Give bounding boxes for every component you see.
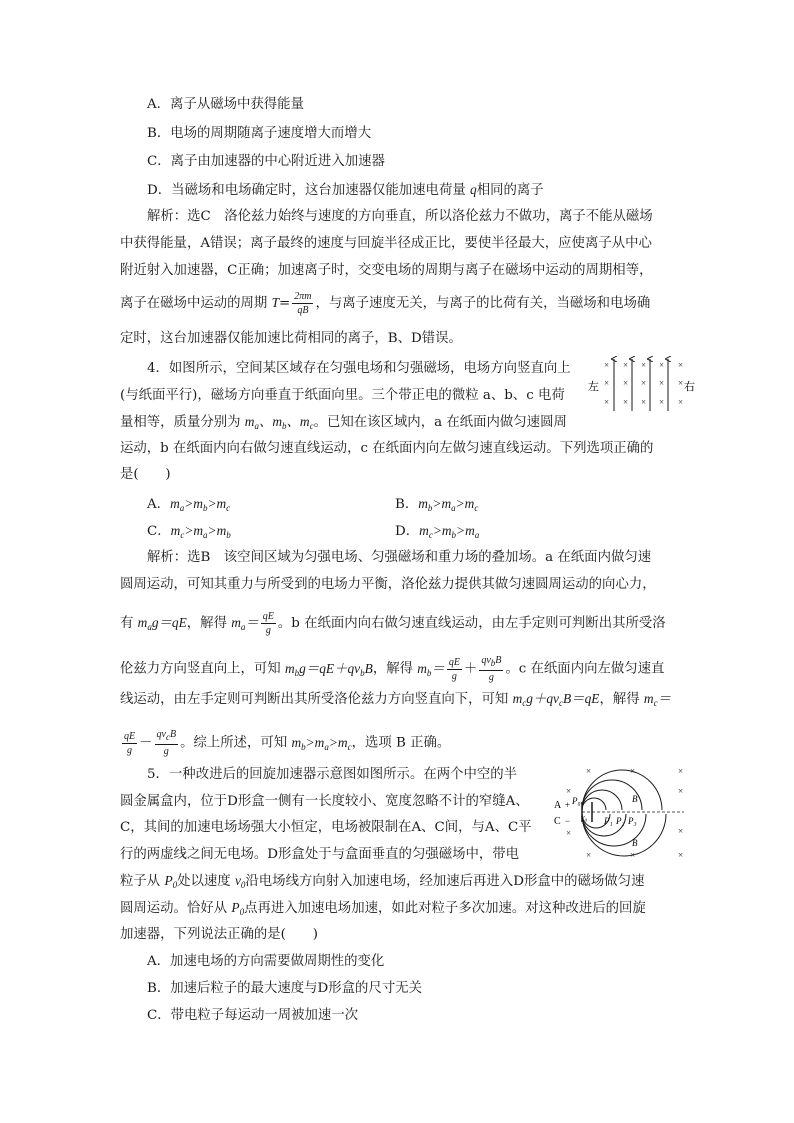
cross-mark: × [659,378,665,388]
q3-option-d-q: q [469,182,477,197]
cross-mark: × [678,397,684,407]
q4-option-a-label: A． [147,497,171,512]
q3-analysis-line-2: 中获得能量，A错误；离子最终的速度与回旋半径成正比，要使半径最大，应使离子从中心 [120,236,652,251]
point-p0: $P_0$ [164,873,178,890]
q4-stem-line-4: 运动，b 在纸面内向右做匀速直线运动，c 在纸面内向左做匀速直线运动。下列选项正确的 [120,441,654,456]
q3-analysis-line-5: 定时，这台加速器仅能加速比荷相同的离子，B、D错误。 [120,331,462,346]
q4-option-c-label: C． [147,524,171,539]
equation-a-mass: $m_a=$ [231,615,259,632]
cross-mark: × [623,360,629,370]
q4-option-b-label: B． [395,497,419,512]
right-label: 右 [684,381,695,393]
q3-analysis-line-3: 附近射入加速器，C正确；加速离子时，交变电场的周期与离子在磁场中运动的周期相等， [120,263,653,278]
fraction-qe-over-g: $\frac{qE}{g}$ [262,611,274,636]
q5-stem-line-7: 加速器，下列说法正确的是( ) [120,927,318,942]
period-fraction-denominator: qB [297,305,309,316]
cross-mark: × [630,850,636,860]
equation-b-mass: $m_b=$ [417,660,445,678]
q3-analysis-line-4-pre: 离子在磁场中运动的周期 [120,296,272,311]
q4-analysis-line-4-mid: ，解得 [372,661,418,677]
label-p3: P₃ [628,816,637,826]
q4-stem-line-1: 4．如图所示，空间某区域存在匀强电场和匀强磁场，电场方向竖直向上 [147,361,571,376]
cross-mark: × [630,766,636,776]
mass-order-result: $m_b>m_a>m_c$ [291,734,352,752]
fraction-qvc-over-g: $\frac{qv_cB}{g}$ [156,729,177,757]
q3-analysis-line-4 [120,290,650,317]
q5-stem-line-5-post: 沿电场线方向射入加速电场，经加速后再进入D形盒中的磁场做匀速 [245,874,645,889]
equation-c-mass-lhs: $m_c=$ [643,691,671,708]
q4-stem-line-3 [120,413,567,435]
cross-mark: × [678,786,684,796]
q4-option-d: D．$m_c>m_b>m_a$ [395,523,480,540]
q4-analysis-line-6-post: 。综上所述，可知 [180,735,292,751]
equation-c-balance: $m_cg+qv_cB=qE$ [512,691,600,708]
q4-stem-line-3-post: 。已知在该区域内，a 在纸面内做匀速圆周 [313,415,567,430]
q4-analysis-line-3-mid: ，解得 [186,616,232,631]
q4-analysis-line-5 [120,690,671,712]
q5-option-c: C．带电粒子每运动一周被加速一次 [147,1008,359,1023]
cross-mark: × [678,378,684,388]
period-fraction [292,290,313,317]
cross-mark: × [566,786,572,796]
cross-mark: × [641,378,647,388]
equation-b-balance: $m_bg=qE+qv_bB$ [284,660,373,678]
cross-mark: × [678,850,684,860]
q4-analysis-line-4: 伦兹力方向竖直向上，可知 $m_bg=qE+qv_bB$，解得 $m_b=$ $\frac{qE}{g}$ ＋ $\frac{qv_bB}{g}$ 。c 在纸面内向左做匀速直 [120,655,665,683]
q5-stem-line-1: 5．一种改进后的回旋加速器示意图如图所示。在两个中空的半 [147,767,518,782]
q4-option-a: A．$m_a>m_b>m_c$ [147,496,231,513]
q4-analysis-line-3-post: 。b 在纸面内向右做匀速直线运动，由左手定则可判断出其所受洛 [277,616,666,631]
period-fraction-numerator: 2πm [294,291,312,302]
cross-mark: × [641,397,647,407]
label-p2: P₂ [616,816,625,826]
cross-mark: × [678,766,684,776]
q4-option-b: B．$m_b>m_a>m_c$ [395,496,479,513]
label-b-bottom: B [632,838,638,848]
q4-analysis-line-4-post: 。c 在纸面内向左做匀速直 [505,661,665,677]
q4-masses: $m_a$、$m_b$、$m_c$ [244,414,314,431]
q3-option-a: A．离子从磁场中获得能量 [147,97,304,112]
magnetic-field-crosses [604,360,683,407]
q5-option-b: B．加速后粒子的最大速度与D形盒的尺寸无关 [147,981,422,996]
q5-stem-line-6-post: 点再进入加速电场加速，如此对粒子多次加速。对这种改进后的回旋 [244,901,646,916]
cross-mark: × [586,850,592,860]
q4-analysis-line-5-mid: ，解得 [599,692,644,707]
cross-mark: × [623,378,629,388]
q4-analysis-line-3-pre: 有 [120,616,138,631]
cross-mark: × [604,378,610,388]
q5-stem-line-5-mid: 处以速度 [177,874,235,889]
q5-stem-line-5 [120,872,644,894]
q3-analysis-line-4-post: ，与离子速度无关，与离子的比荷有关，当磁场和电场确 [315,296,651,311]
q3-option-c: C．离子由加速器的中心附近进入加速器 [147,154,385,169]
q5-stem-line-5-pre: 粒子从 [120,874,165,889]
fraction-qe-over-g-b: $\frac{qE}{g}$ [448,656,460,682]
q4-analysis-line-6: $\frac{qE}{g}$ － $\frac{qv_cB}{g}$ 。综上所述，可知 $m_b>m_a>m_c$，选项 B 正确。 [124,729,451,757]
q3-option-b: B．电场的周期随离子速度增大而增大 [147,126,372,141]
cross-mark: × [623,397,629,407]
q4-option-d-label: D． [395,524,420,539]
label-p0: P₀ [572,796,581,806]
fraction-qvb-over-g: $\frac{qv_bB}{g}$ [481,655,502,683]
q5-stem-line-4: 行的两虚线之间无电场。D形盒处于与盒面垂直的匀强磁场中，带电 [120,847,520,862]
cross-mark: × [659,360,665,370]
label-v0: v₀ [581,813,588,822]
q4-analysis-line-3 [120,610,666,637]
q4-stem-line-3-pre: 量相等，质量分别为 [120,415,245,430]
q5-stem-line-3: C，其间的加速电场场强大小恒定，电场被限制在A、C间，与A、C平 [120,820,532,835]
label-a: A [554,800,562,811]
minus-sign: − [565,816,571,826]
q5-option-a: A．加速电场的方向需要做周期性的变化 [147,954,385,969]
cross-mark: × [659,397,665,407]
q4-analysis-line-2: 圆周运动，可知其重力与所受到的电场力平衡，洛伦兹力提供其做匀速圆周运动的向心力， [120,577,656,592]
field-region-figure [588,356,700,414]
cross-mark: × [604,397,610,407]
speed-v0: $v_0$ [234,873,246,890]
cross-mark: × [641,360,647,370]
cross-mark: × [586,766,592,776]
q5-stem-line-2: 圆金属盒内，位于D形盒一侧有一长度较小、宽度忽略不计的窄缝A、 [120,794,529,809]
period-symbol: T [271,295,280,310]
q4-stem-line-2: (与纸面平行)，磁场方向垂直于纸面向里。三个带正电的微粒 a、b、c 电荷 [120,388,565,403]
q3-analysis-line-1: 解析：选C 洛伦兹力始终与速度的方向垂直，所以洛伦兹力不做功，离子不能从磁场 [147,209,653,224]
q4-analysis-line-6-end: ，选项 B 正确。 [351,735,451,751]
q4-analysis-line-5-pre: 线运动，由左手定则可判断出其所受洛伦兹力方向竖直向下，可知 [120,692,513,707]
left-label: 左 [588,381,599,393]
fraction-qe-over-g-c: $\frac{qE}{g}$ [124,730,136,756]
q5-stem-line-6 [120,899,646,921]
q3-option-d [147,181,544,200]
q4-stem-line-5: 是( ) [120,467,171,482]
label-b-top: B [632,794,638,804]
label-c: C [554,816,561,827]
q4-analysis-line-4-pre: 伦兹力方向竖直向上，可知 [120,661,285,677]
trajectory-arcs [582,770,666,856]
cross-mark: × [566,828,572,838]
cross-mark: × [604,360,610,370]
q3-option-d-post: 相同的离子 [476,183,544,198]
q4-analysis-line-1: 解析：选B 该空间区域为匀强电场、匀强磁场和重力场的叠加场。a 在纸面内做匀速 [147,550,652,565]
cyclotron-figure [552,764,690,862]
label-p1: P₁ [604,816,613,826]
equation-a-balance: $m_ag=qE$ [137,615,187,632]
plus-sign: + [565,800,571,810]
q3-option-d-pre: D．当磁场和电场确定时，这台加速器仅能加速电荷量 [147,183,470,198]
q4-option-c: C．$m_c>m_a>m_b$ [147,523,231,540]
equals-sign: = [279,296,291,311]
cross-mark: × [678,360,684,370]
cross-mark: × [678,826,684,836]
point-p0-again: $P_0$ [231,900,245,917]
q5-stem-line-6-pre: 圆周运动。恰好从 [120,901,232,916]
